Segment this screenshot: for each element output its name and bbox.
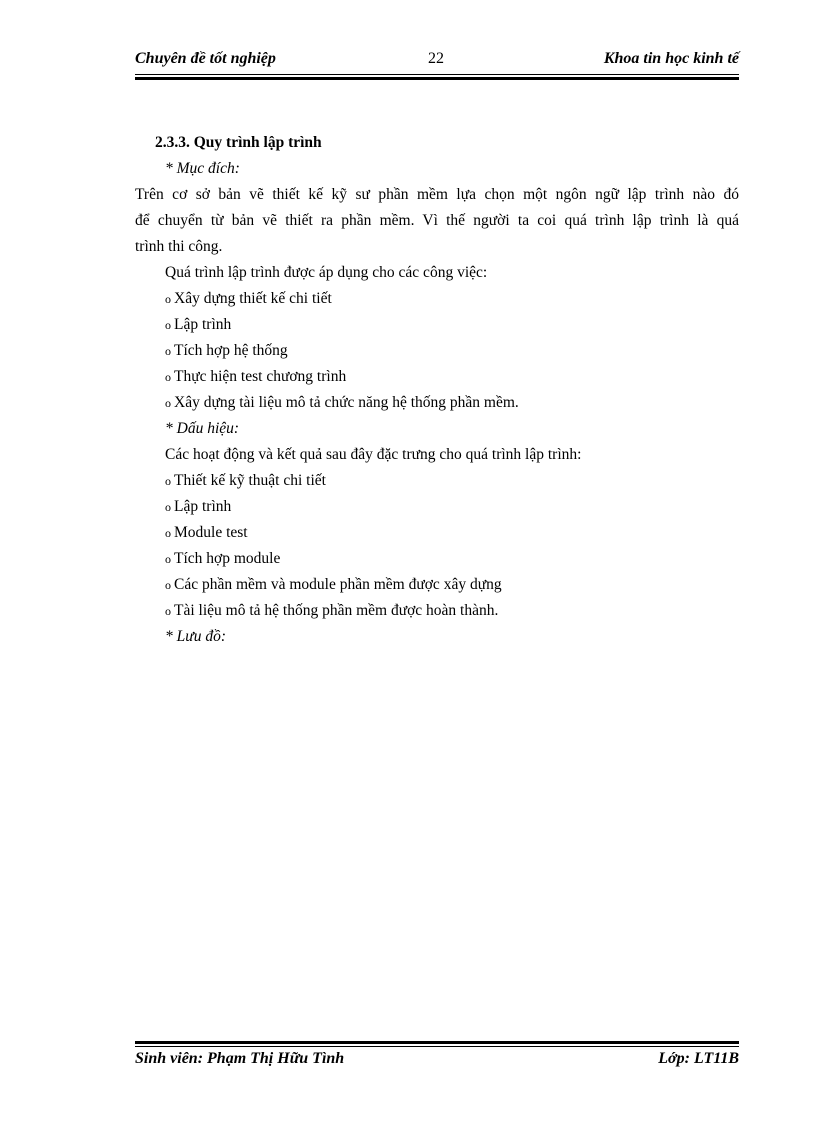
page-body [135, 130, 739, 650]
bullet-icon: o [165, 292, 171, 306]
page-header [135, 48, 739, 70]
bullet-icon: o [165, 526, 171, 540]
header-thesis-title: Chuyên đề tốt nghiệp [135, 50, 276, 67]
list-item: o Lập trình [165, 316, 232, 333]
bullet-icon: o [165, 370, 171, 384]
list-item: o Xây dựng thiết kế chi tiết [165, 290, 332, 307]
section-heading: 2.3.3. Quy trình lập trình [155, 134, 322, 151]
header-divider [135, 74, 739, 80]
bullet-icon: o [165, 604, 171, 618]
list-item: o Tài liệu mô tả hệ thống phần mềm được hoàn thành. [165, 602, 499, 619]
bullet-icon: o [165, 552, 171, 566]
list-item: o Tích hợp hệ thống [165, 342, 288, 359]
footer-class: Lớp: LT11B [658, 1050, 739, 1067]
signs-text: Các hoạt động và kết quả sau đây đặc trưng cho quá trình lập trình: [165, 446, 582, 463]
footer-student: Sinh viên: Phạm Thị Hữu Tình [135, 1050, 345, 1067]
bullet-icon: o [165, 344, 171, 358]
paragraph-line: để chuyển từ bản vẽ thiết ra phần mềm. Vì thế người ta coi quá trình lập trình là quá [135, 212, 739, 229]
list-item: o Các phần mềm và module phần mềm được xây dựng [165, 576, 502, 593]
bullet-icon: o [165, 318, 171, 332]
list-item: o Thực hiện test chương trình [165, 368, 347, 385]
list-item: o Module test [165, 524, 248, 541]
paragraph-line: trình thi công. [135, 238, 223, 255]
footer-divider [135, 1041, 739, 1047]
signs-label: * Dấu hiệu: [165, 420, 240, 437]
bullet-icon: o [165, 396, 171, 410]
flowchart-label: * Lưu đồ: [165, 628, 226, 645]
apply-text: Quá trình lập trình được áp dụng cho các công việc: [165, 264, 488, 281]
bullet-icon: o [165, 500, 171, 514]
bullet-icon: o [165, 474, 171, 488]
list-item: o Xây dựng tài liệu mô tả chức năng hệ thống phần mềm. [165, 394, 519, 411]
header-faculty: Khoa tin học kinh tế [603, 50, 739, 67]
paragraph-line: Trên cơ sở bản vẽ thiết kế kỹ sư phần mềm lựa chọn một ngôn ngữ lập trình nào đó [135, 186, 739, 203]
purpose-label: * Mục đích: [165, 160, 240, 177]
list-item: o Tích hợp module [165, 550, 281, 567]
bullet-icon: o [165, 578, 171, 592]
page-number: 22 [428, 50, 444, 67]
list-item: o Lập trình [165, 498, 232, 515]
page-footer [135, 1048, 739, 1070]
list-item: o Thiết kế kỹ thuật chi tiết [165, 472, 326, 489]
